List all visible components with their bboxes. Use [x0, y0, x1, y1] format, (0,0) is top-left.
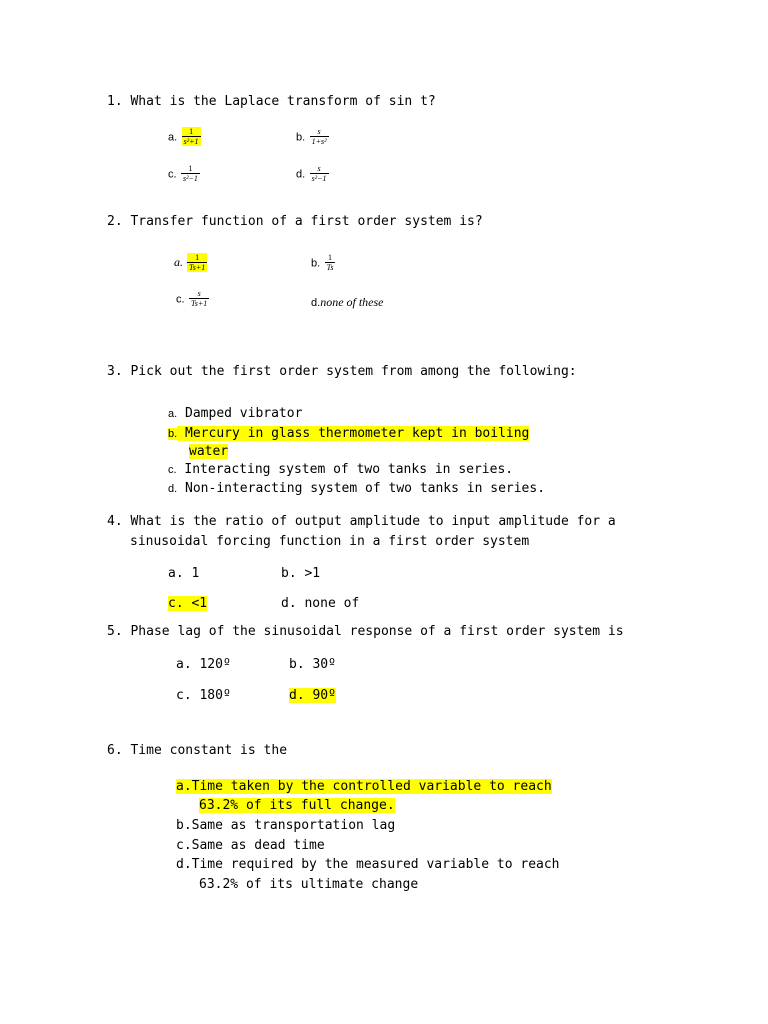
option-label: b. — [176, 818, 192, 833]
option-text: 30º — [312, 657, 336, 672]
question-4-continued: sinusoidal forcing function in a first order system — [130, 534, 530, 549]
option-label: b. — [281, 566, 297, 581]
option-label: a. — [176, 657, 192, 672]
denominator: 1+s² — [311, 137, 327, 146]
option-label: c. — [176, 688, 192, 703]
denominator: Ts+1 — [191, 299, 208, 308]
numerator: 1 — [189, 127, 194, 136]
question-number: 6. — [107, 743, 123, 758]
option-label: a. — [168, 566, 184, 581]
option-1a — [168, 127, 201, 146]
question-5 — [107, 624, 624, 639]
option-text: 180º — [199, 688, 231, 703]
option-1d — [296, 164, 329, 183]
fraction — [325, 253, 336, 272]
question-2 — [107, 214, 483, 229]
option-6d-continued: 63.2% of its ultimate change — [199, 877, 419, 892]
question-6 — [107, 743, 287, 758]
option-6d — [176, 857, 560, 872]
fraction — [310, 127, 329, 146]
option-4a — [168, 566, 199, 581]
option-2c — [176, 289, 209, 308]
fraction — [182, 127, 201, 146]
option-label: d. — [176, 857, 192, 872]
option-text: none of — [304, 596, 360, 611]
option-label: b. — [296, 131, 306, 144]
option-5c — [176, 688, 231, 703]
question-text: Time constant is the — [130, 743, 288, 758]
denominator: s²−1 — [311, 174, 327, 183]
option-5d — [289, 688, 336, 703]
question-4 — [107, 514, 616, 529]
option-label: c. — [168, 464, 177, 476]
option-text: 90º — [312, 688, 336, 703]
option-6b — [176, 818, 395, 833]
option-label: b. — [168, 428, 178, 440]
option-text: >1 — [304, 566, 321, 581]
option-label: d. — [168, 483, 178, 495]
option-label: a. — [168, 408, 178, 420]
question-3 — [107, 364, 577, 379]
option-text: Interacting system of two tanks in series. — [184, 462, 514, 477]
option-6c — [176, 838, 325, 853]
fraction — [310, 164, 329, 183]
question-number: 4. — [107, 514, 123, 529]
option-4d — [281, 596, 359, 611]
option-1c — [168, 164, 200, 183]
option-label: a. — [174, 255, 183, 270]
option-label: d. — [289, 688, 305, 703]
question-text: Pick out the first order system from among the following: — [130, 364, 577, 379]
option-label: c. — [176, 838, 192, 853]
question-number: 1. — [107, 94, 123, 109]
option-label: b. — [289, 657, 305, 672]
option-label: d. — [281, 596, 297, 611]
option-text: Time taken by the controlled variable to reach — [191, 779, 552, 794]
option-3a — [168, 406, 302, 421]
option-label: c. — [168, 168, 177, 181]
option-label: c. — [176, 293, 185, 306]
option-label: c. — [168, 596, 184, 611]
denominator: Ts+1 — [189, 263, 206, 272]
option-label: d. — [311, 297, 321, 309]
numerator: s — [197, 289, 201, 298]
option-6a-continued: 63.2% of its full change. — [199, 798, 395, 813]
denominator: s²−1 — [183, 174, 198, 183]
denominator: Ts — [326, 263, 334, 272]
denominator: s²+1 — [183, 137, 199, 146]
question-text: Transfer function of a first order system is? — [130, 214, 483, 229]
option-text: 1 — [191, 566, 200, 581]
option-3c — [168, 462, 513, 477]
option-text: Non-interacting system of two tanks in series. — [185, 481, 546, 496]
option-text: Mercury in glass thermometer kept in boiling — [185, 426, 530, 441]
option-text: Time required by the measured variable to reach — [191, 857, 560, 872]
question-text: What is the Laplace transform of sin t? — [130, 94, 436, 109]
option-label: d. — [296, 168, 306, 181]
option-text: Same as transportation lag — [191, 818, 396, 833]
option-text: Damped vibrator — [185, 406, 303, 421]
fraction — [189, 289, 209, 308]
fraction — [187, 253, 207, 272]
numerator: 1 — [328, 253, 333, 262]
question-number: 5. — [107, 624, 123, 639]
option-4b — [281, 566, 320, 581]
numerator: s — [317, 127, 321, 136]
question-text: What is the ratio of output amplitude to input amplitude for a — [130, 514, 616, 529]
option-text: <1 — [191, 596, 208, 611]
option-label: a. — [168, 131, 178, 144]
option-label: b. — [311, 257, 321, 270]
numerator: 1 — [188, 164, 193, 173]
question-number: 2. — [107, 214, 123, 229]
option-2a — [174, 253, 207, 272]
option-5a — [176, 657, 231, 672]
option-5b — [289, 657, 336, 672]
option-4c — [168, 596, 207, 611]
numerator: s — [317, 164, 321, 173]
option-6a — [176, 779, 552, 794]
option-text: 120º — [199, 657, 231, 672]
option-2d — [311, 295, 384, 310]
option-text: Same as dead time — [191, 838, 325, 853]
option-3d — [168, 481, 545, 496]
option-label: a. — [176, 779, 192, 794]
option-3b-continued: water — [189, 444, 229, 459]
question-1 — [107, 94, 436, 109]
option-3b — [168, 426, 529, 441]
option-2b — [311, 253, 335, 272]
option-text: none of these — [320, 295, 384, 309]
option-1b — [296, 127, 329, 146]
question-text: Phase lag of the sinusoidal response of a first order system is — [130, 624, 624, 639]
question-number: 3. — [107, 364, 123, 379]
fraction — [181, 164, 200, 183]
numerator: 1 — [195, 253, 200, 262]
